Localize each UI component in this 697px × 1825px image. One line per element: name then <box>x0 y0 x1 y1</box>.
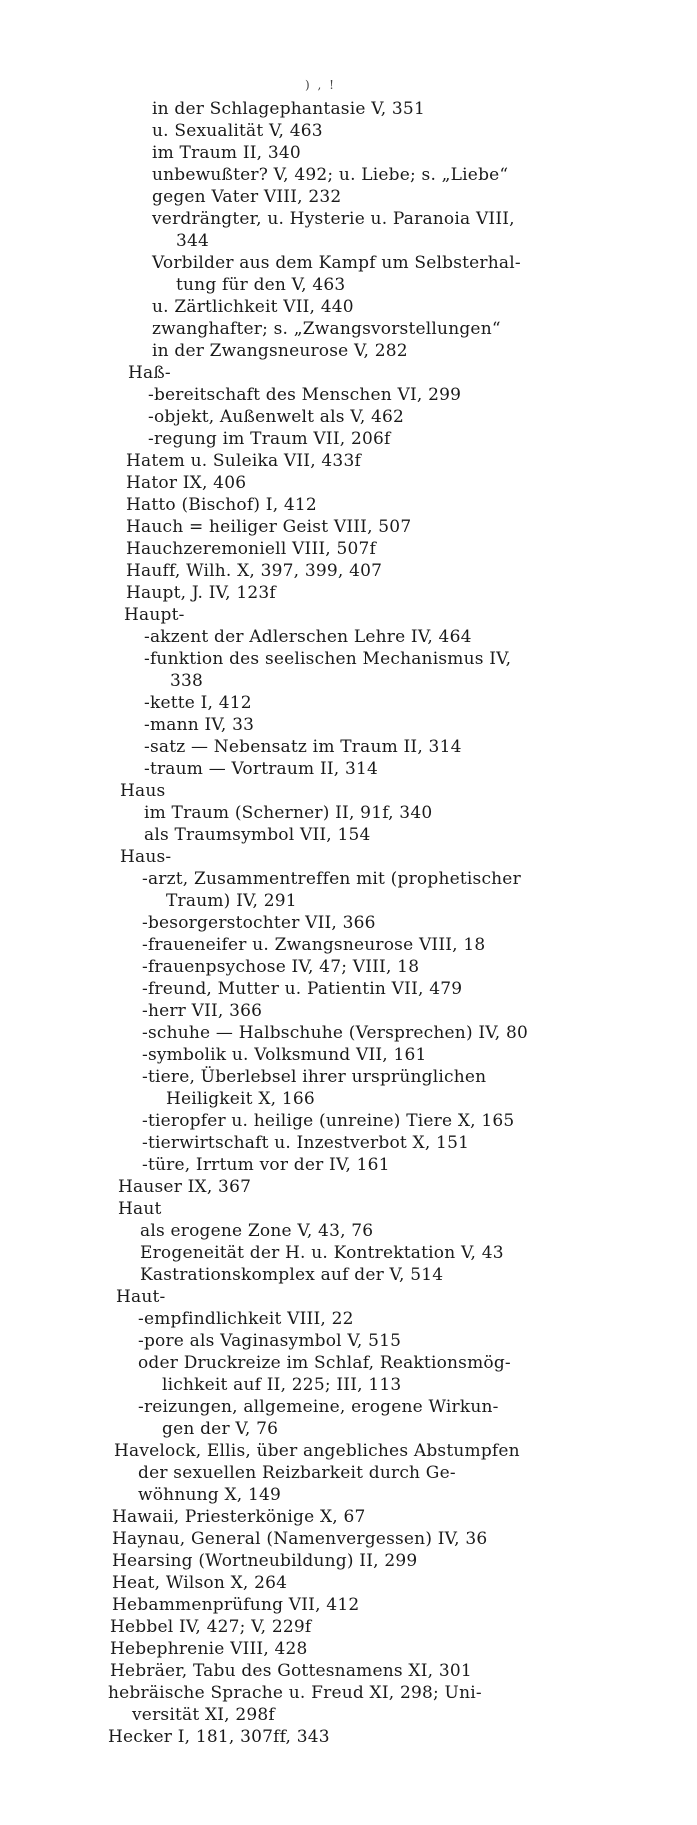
index-line: in der Schlagephantasie V, 351 <box>152 99 425 119</box>
index-line: Hawaii, Priesterkönige X, 67 <box>112 1507 366 1527</box>
index-line: Hauser IX, 367 <box>118 1177 252 1197</box>
index-line: im Traum (Scherner) II, 91f, 340 <box>144 803 433 823</box>
index-line: Hebephrenie VIII, 428 <box>110 1639 308 1659</box>
index-line: -tiere, Überlebsel ihrer ursprünglichen <box>142 1067 487 1087</box>
index-line: Hauch = heiliger Geist VIII, 507 <box>126 517 412 537</box>
index-line: Vorbilder aus dem Kampf um Selbsterhal- <box>152 253 521 273</box>
index-line: -frauenpsychose IV, 47; VIII, 18 <box>142 957 420 977</box>
index-line: Hatem u. Suleika VII, 433f <box>126 451 361 471</box>
index-line: Hauff, Wilh. X, 397, 399, 407 <box>126 561 383 581</box>
index-line: -symbolik u. Volksmund VII, 161 <box>142 1045 427 1065</box>
index-line: Hauchzeremoniell VIII, 507f <box>126 539 377 559</box>
index-line: Haynau, General (Namenvergessen) IV, 36 <box>112 1529 488 1549</box>
index-line: Hator IX, 406 <box>126 473 247 493</box>
index-line: -arzt, Zusammentreffen mit (prophetischer <box>142 869 521 889</box>
index-line: -traum — Vortraum II, 314 <box>144 759 379 779</box>
index-line: -fraueneifer u. Zwangsneurose VIII, 18 <box>142 935 486 955</box>
page-mark: ) , ! <box>305 78 336 92</box>
index-line: -besorgerstochter VII, 366 <box>142 913 376 933</box>
index-line: oder Druckreize im Schlaf, Reaktionsmög- <box>138 1353 511 1373</box>
index-line: Hecker I, 181, 307ff, 343 <box>108 1727 330 1747</box>
index-line: -empfindlichkeit VIII, 22 <box>138 1309 354 1329</box>
index-line: Haus <box>120 781 166 801</box>
index-line: Hearsing (Wortneubildung) II, 299 <box>112 1551 418 1571</box>
index-line: im Traum II, 340 <box>152 143 301 163</box>
index-line: der sexuellen Reizbarkeit durch Ge- <box>138 1463 456 1483</box>
index-line: gegen Vater VIII, 232 <box>152 187 342 207</box>
index-line: unbewußter? V, 492; u. Liebe; s. „Liebe“ <box>152 165 509 185</box>
index-line: Hebräer, Tabu des Gottesnamens XI, 301 <box>110 1661 472 1681</box>
index-line: versität XI, 298f <box>132 1705 275 1725</box>
index-line: Haut <box>118 1199 162 1219</box>
index-line: -funktion des seelischen Mechanismus IV, <box>144 649 512 669</box>
index-line: Haupt- <box>124 605 185 625</box>
index-line: u. Sexualität V, 463 <box>152 121 323 141</box>
index-line: Haß- <box>128 363 171 383</box>
index-line: tung für den V, 463 <box>176 275 346 295</box>
index-line: -herr VII, 366 <box>142 1001 263 1021</box>
index-line: in der Zwangsneurose V, 282 <box>152 341 408 361</box>
index-line: -reizungen, allgemeine, erogene Wirkun- <box>138 1397 499 1417</box>
index-line: als erogene Zone V, 43, 76 <box>140 1221 374 1241</box>
index-line: -regung im Traum VII, 206f <box>148 429 391 449</box>
index-line: -objekt, Außenwelt als V, 462 <box>148 407 405 427</box>
index-line: Havelock, Ellis, über angebliches Abstumpfen <box>114 1441 520 1461</box>
index-line: Haut- <box>116 1287 166 1307</box>
index-line: wöhnung X, 149 <box>138 1485 282 1505</box>
index-line: Heat, Wilson X, 264 <box>112 1573 288 1593</box>
index-line: gen der V, 76 <box>162 1419 279 1439</box>
index-line: Hebammenprüfung VII, 412 <box>112 1595 360 1615</box>
index-line: -freund, Mutter u. Patientin VII, 479 <box>142 979 463 999</box>
index-line: -mann IV, 33 <box>144 715 255 735</box>
index-line: Haupt, J. IV, 123f <box>126 583 276 603</box>
index-line: hebräische Sprache u. Freud XI, 298; Uni- <box>108 1683 482 1703</box>
index-line: -schuhe — Halbschuhe (Versprechen) IV, 80 <box>142 1023 529 1043</box>
index-line: -bereitschaft des Menschen VI, 299 <box>148 385 462 405</box>
index-line: 344 <box>176 231 210 251</box>
index-line: u. Zärtlichkeit VII, 440 <box>152 297 354 317</box>
index-line: Erogeneität der H. u. Kontrektation V, 43 <box>140 1243 504 1263</box>
index-line: -pore als Vaginasymbol V, 515 <box>138 1331 402 1351</box>
index-line: Heiligkeit X, 166 <box>166 1089 315 1109</box>
index-line: Kastrationskomplex auf der V, 514 <box>140 1265 444 1285</box>
index-line: als Traumsymbol VII, 154 <box>144 825 371 845</box>
index-line: Hebbel IV, 427; V, 229f <box>110 1617 312 1637</box>
index-line: -kette I, 412 <box>144 693 252 713</box>
index-line: -türe, Irrtum vor der IV, 161 <box>142 1155 390 1175</box>
index-line: -satz — Nebensatz im Traum II, 314 <box>144 737 462 757</box>
index-line: lichkeit auf II, 225; III, 113 <box>162 1375 402 1395</box>
index-line: Hatto (Bischof) I, 412 <box>126 495 317 515</box>
index-line: verdrängter, u. Hysterie u. Paranoia VIII, <box>152 209 515 229</box>
index-line: Haus- <box>120 847 172 867</box>
index-line: zwanghafter; s. „Zwangsvorstellungen“ <box>152 319 501 339</box>
index-line: -akzent der Adlerschen Lehre IV, 464 <box>144 627 472 647</box>
index-line: -tierwirtschaft u. Inzestverbot X, 151 <box>142 1133 470 1153</box>
index-line: Traum) IV, 291 <box>166 891 297 911</box>
index-line: 338 <box>170 671 204 691</box>
index-line: -tieropfer u. heilige (unreine) Tiere X, 165 <box>142 1111 515 1131</box>
